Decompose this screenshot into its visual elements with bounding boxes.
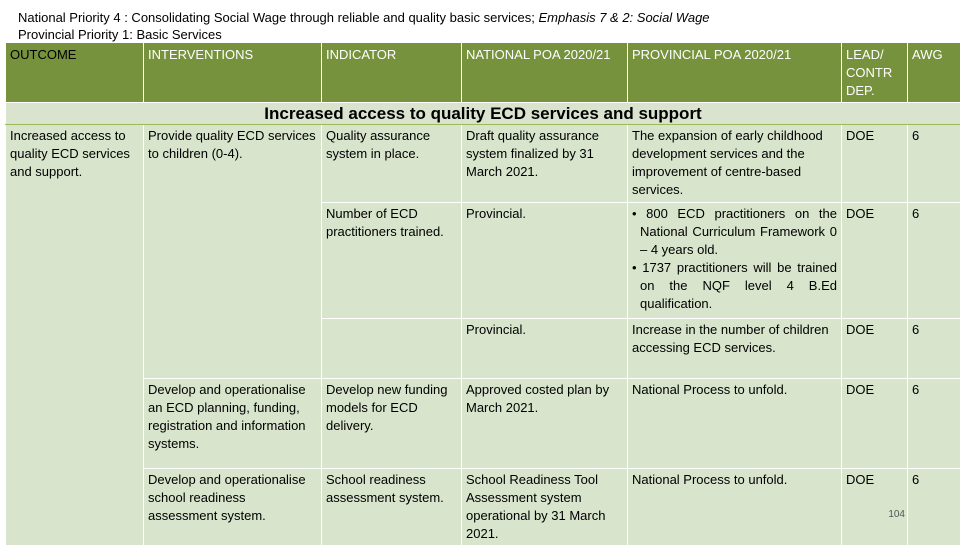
indicator-cell <box>322 319 462 379</box>
provincial-poa-cell <box>628 203 842 319</box>
lead-dept-cell: DOE <box>842 125 908 203</box>
priority-emphasis: Emphasis 7 & 2: Social Wage <box>539 10 710 25</box>
intervention-school-readiness: Develop and operationalise school readiness assessment system. <box>144 469 322 546</box>
section-banner-row <box>6 103 960 125</box>
priority-table <box>5 42 960 546</box>
awg-cell: 6 <box>908 203 960 319</box>
col-header-indicator: INDICATOR <box>322 43 462 103</box>
outcome-cell: Increased access to quality ECD services and support. <box>6 125 144 546</box>
provincial-bullet: • 1737 practitioners will be trained on the NQF level 4 B.Ed qualification. <box>632 259 837 313</box>
lead-dept-cell: DOE <box>842 319 908 379</box>
col-header-national-poa: NATIONAL POA 2020/21 <box>462 43 628 103</box>
page-number: 104 <box>888 509 905 520</box>
provincial-poa-cell: National Process to unfold. <box>628 379 842 469</box>
col-header-outcome: OUTCOME <box>6 43 144 103</box>
indicator-cell: Quality assurance system in place. <box>322 125 462 203</box>
national-poa-cell: Provincial. <box>462 319 628 379</box>
lead-dept-cell: DOE <box>842 379 908 469</box>
provincial-priority-heading: Provincial Priority 1: Basic Services <box>18 27 222 43</box>
col-header-lead: LEAD/ CONTR DEP. <box>842 43 908 103</box>
table-row <box>6 469 960 546</box>
awg-cell: 6 <box>908 125 960 203</box>
awg-cell: 6 <box>908 319 960 379</box>
national-poa-cell: Approved costed plan by March 2021. <box>462 379 628 469</box>
lead-dept-cell: DOE <box>842 469 908 546</box>
provincial-poa-cell: Increase in the number of children accessing ECD services. <box>628 319 842 379</box>
national-poa-cell: Provincial. <box>462 203 628 319</box>
indicator-cell: Number of ECD practitioners trained. <box>322 203 462 319</box>
intervention-provide-ecd: Provide quality ECD services to children (0-4). <box>144 125 322 379</box>
national-poa-cell: School Readiness Tool Assessment system operational by 31 March 2021. <box>462 469 628 546</box>
awg-cell: 6 <box>908 469 960 546</box>
lead-dept-cell: DOE <box>842 203 908 319</box>
national-poa-cell: Draft quality assurance system finalized by 31 March 2021. <box>462 125 628 203</box>
intervention-planning-systems: Develop and operationalise an ECD planning, funding, registration and information systems. <box>144 379 322 469</box>
section-banner: Increased access to quality ECD services and support <box>6 103 960 125</box>
table-header-row <box>6 43 960 103</box>
indicator-cell: School readiness assessment system. <box>322 469 462 546</box>
col-header-interventions: INTERVENTIONS <box>144 43 322 103</box>
table-row <box>6 379 960 469</box>
priority-heading-text: National Priority 4 : Consolidating Social Wage through reliable and quality basic services; <box>18 10 539 25</box>
awg-cell: 6 <box>908 379 960 469</box>
provincial-bullet: • 800 ECD practitioners on the National Curriculum Framework 0 – 4 years old. <box>632 205 837 259</box>
col-header-provincial-poa: PROVINCIAL POA 2020/21 <box>628 43 842 103</box>
provincial-poa-cell: The expansion of early childhood development services and the improvement of centre-based services. <box>628 125 842 203</box>
indicator-cell: Develop new funding models for ECD delivery. <box>322 379 462 469</box>
provincial-poa-cell: National Process to unfold. <box>628 469 842 546</box>
priority-heading <box>18 10 710 26</box>
col-header-awg: AWG <box>908 43 960 103</box>
table-row <box>6 125 960 203</box>
